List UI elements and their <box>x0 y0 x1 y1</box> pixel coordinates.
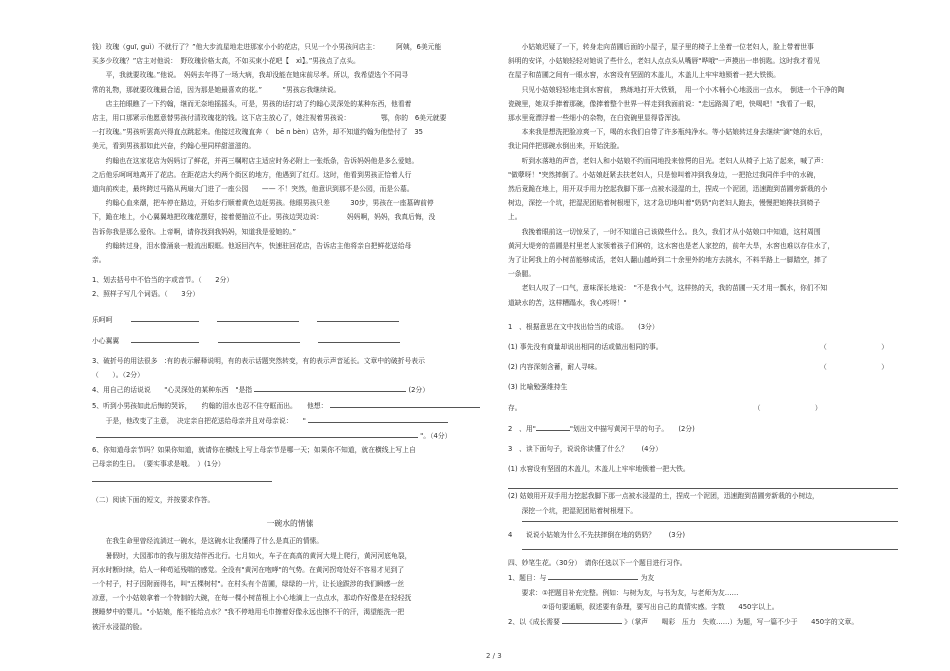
question-2-row-1: 乐呵呵 <box>92 312 488 327</box>
essay-topic-1: 1、题目：与 为友 <box>508 570 898 585</box>
underline-sample <box>536 421 570 431</box>
reading-passage-2 <box>92 534 488 633</box>
left-column <box>92 40 488 634</box>
passage-1-line: 店主，用口那紧示他愿意替男孩付清玫瑰花的钱。这下店主放心了，她注视着男孩说： 鄂，你的 6美元就要 <box>92 114 447 123</box>
passage-2-cont-line: 道缺水的苦，这样糟蹋水，我心疼呀！" <box>508 298 627 307</box>
answer-blank[interactable] <box>308 413 448 423</box>
passage-2-cont-line: 小姑娘迟疑了一下，转身走向苗圃后面的小屋子，屋子里的椅子上坐着一位老妇人，脸上带着世事 <box>508 43 814 51</box>
passage-2-cont-line: 我让同伴把那碗水倒出来，开始洗脸。 <box>508 142 624 151</box>
item-text: (2) 内容深刻含蓄，耐人寻味。 <box>508 363 602 372</box>
section-4-heading: 四、妙笔生花。（30分） 请你任选以下一个题目进行习作。 <box>508 559 687 568</box>
answer-blank[interactable] <box>548 570 638 580</box>
passage-2-line: 暑假时，大园那市的我与朋友结伴西北行。七月如火，车子在高高的黄河大堤上爬行，黄河河底龟裂， <box>92 551 412 560</box>
passage-1-line: 告诉你我是那么爱你。上帝啊，请你找到我妈妈，知道我是爱她的。” <box>92 227 297 236</box>
passage-1-line: 之后他乐呵呵地离开了花店。在距花店大约两个街区的地方，他遇到了红灯。这时，他看到男孩正恰着人行 <box>92 170 412 179</box>
passage-2-cont-line: 听到水落地的声音，老妇人和小姑娘不约而同地投来惊愕的目光。老妇人从椅子上站了起来，喊了声： <box>508 156 828 165</box>
passage-2-line: 一个村子，村子因附面得名，叫"五棵树村"。在村头有个苗圃，绿绿的一片，让长途跋涉的我们瞬感一丝 <box>92 579 405 588</box>
question-4: 4、用自己的话说说 "心灵深处的某种东西 "是指 (2分） <box>92 382 488 397</box>
passage-2-cont-line: "做孽呀！"突然摔倒了。小姑娘赶紧去扶老妇人，只是惊叫着冲到我身边，一把抢过我同伴手中的水碗， <box>508 170 821 179</box>
passage-2-cont-line: 那水里竟漂浮着一些细小的杂物，在白瓷碗里显得昏浑浊。 <box>508 114 685 123</box>
passage-2-line: 在我生命里曾经流淌过一碗水，是这碗水让我懂得了什么是真正的情愫。 <box>92 537 324 546</box>
answer-blank[interactable] <box>318 333 400 343</box>
answer-blank[interactable] <box>562 614 622 624</box>
question-3-cont: （ ）。（2分） <box>92 371 144 380</box>
passage-2-cont-line: 在屋子和苗圃之间有一眼水窖，水窖设有坚固的木盖儿，木盖儿上牢牢地锁着一把大铁锁。 <box>508 71 780 80</box>
question-2: 2、照样子写几个词语。（ 3分） <box>92 290 200 299</box>
passage-1-line: 平，我就要玫瑰。”他说。 妈妈去年得了一场大病，我却没能在她床前尽孝。所以，我希望选个不同寻 <box>92 71 409 80</box>
question-5-end: "。（4分） <box>92 428 488 443</box>
r-question-2: 2 、用" "划出文中描写黄河干旱的句子。 (2分) <box>508 421 898 436</box>
answer-paren[interactable]: （ ） <box>820 343 888 352</box>
answer-blank[interactable] <box>218 333 300 343</box>
passage-2-cont-line: 一条腿。 <box>508 270 536 279</box>
passage-1-line: 一打玫瑰。”男孩听罢高兴得直点跳起来。他接过玫瑰直奔（ bē n bèn）店外，却不知道约翰为他垫付了 35 <box>92 128 423 137</box>
passage-2-cont-line: 只见小姑娘轻轻地走到水窖前， 熟练地打开大铁锁， 用一个小木桶小心地汲出一点水， 倒进一个干净的陶 <box>508 85 845 94</box>
passage-2-cont-line: 为了让阿我上的小树苗能够成活，老妇人翻山越岭到二十余里外的地方去挑水，不料半路上一脚踏空，摔了 <box>508 256 828 265</box>
answer-line[interactable] <box>508 477 898 489</box>
question-1: 1、划去括号中不恰当的字或音节。（ 2分） <box>92 276 234 285</box>
answer-blank[interactable] <box>131 333 199 343</box>
passage-1-line: 亲。 <box>92 256 106 265</box>
passage-2-cont-line: 然后竟跪在地上，用开双手用力挖起我脚下那一点被水浸湿的土，捏成一个泥团，迅速跑到苗圃旁新栽的小 <box>508 185 828 194</box>
answer-blank[interactable] <box>317 312 399 322</box>
item-text: (3) 比喻勉强维持生 <box>508 383 568 392</box>
passage-2-line: 凉意，一个小姑娘拿着一个特制的大碗，在每一棵小树苗根上小心地滴上一点点水，那动作好像是在轻轻抚 <box>92 594 412 603</box>
r-question-3-sentence-2-cont: 深挖一个坑，把湿泥团贴着树根埋下。 <box>508 506 638 515</box>
question-5-cont: 于是，他改变了主意， 决定亲自把花送给母亲并且对母亲说： " <box>92 413 488 428</box>
r-question-1-item <box>508 360 898 374</box>
passage-2-cont-line: 树边，深挖一个坑，把湿泥团贴着树根埋下，这才急切地叫着"奶奶"向老妇人跑去，慢慢把她搀扶到椅子 <box>508 199 821 208</box>
answer-blank[interactable] <box>96 428 418 438</box>
r-question-1-item-3-cont: 存。 （ ） <box>508 403 822 412</box>
answer-blank[interactable] <box>131 312 199 322</box>
question-6-cont: 己母亲的生日。 （要实事求是哦。 ）(1分） <box>92 460 225 469</box>
passage-1-line: 约翰也在这家花店为妈妈订了鲜花，并再三嘱咐店主适应时务必附上一张纸条，告诉妈妈他是多么爱她。 <box>92 156 419 165</box>
passage-2-cont-line: 老妇人叹了一口气，意味深长地说： "不是我小气，这样热的天，我的苗圃一天才用一瓢水，你们不知 <box>508 284 828 293</box>
passage-2-line: 河水时断时续，给人一种苟延残喘的感觉。全没有"黄河在咆哮"的气势。在黄河拐弯处好不容易才见到了 <box>92 565 405 574</box>
passage-2-line: 摸睡梦中的婴儿。"小姑娘，能不能给点水？"我不停地用毛巾擦着好像永远也擦不干的汗，渴望能洗一把 <box>92 608 405 617</box>
passage-2-cont-line: 瓷碗里，她双手捧着那碗，像捧着整个世界一样走到我面前说："走远路渴了吧，快喝吧！"我看了一眼， <box>508 99 821 108</box>
passage-1-line: 约翰心血来潮，把车停在路边，开始步行顺着黄色边赶男孩。他眼男孩只差 30步，男孩在一座墓碑前停 <box>92 199 434 208</box>
r-question-1-item <box>508 380 898 394</box>
reading-passage-2-continued <box>508 40 898 310</box>
right-column <box>508 40 898 629</box>
passage-2-cont-line: 本来我是想洗把脸凉爽一下，喝的水我们自带了许多瓶纯净水。等小姑娘转过身去继续"滴"她的水后， <box>508 128 827 137</box>
essay-requirement-1: 要求：①把题目补充完整。例如：与树为友，与书为友，与老师为友…… <box>508 588 739 597</box>
passage-2-cont-line: 我挽着眼前这一切惊呆了，一时不知道自己该做些什么。良久，我们才从小姑娘口中知道，这村周围 <box>508 227 821 236</box>
page-number: 2 / 3 <box>486 652 502 660</box>
answer-paren[interactable]: （ ） <box>820 363 888 372</box>
answer-blank[interactable] <box>217 312 299 322</box>
passage-1-line: 店主拍眼瞧了一下约翰，继而无奈地摇摇头，可是，男孩的话打动了约翰心灵深处的某种东西，他看着 <box>92 99 412 108</box>
question-6: 6、你知道母亲节吗？如果你知道，就请你在横线上写上母亲节是哪一天；如果你不知道，就在横线上写上自 <box>92 446 416 455</box>
passage-1-line: 下，跪在地上，小心翼翼地把玫瑰花摆好，接着便抽泣不止。男孩边哭边说： 妈妈啊，妈妈，我真后悔，没 <box>92 213 436 222</box>
r-question-3-sentence-2: (2) 姑娘用开双手用力挖起我脚下那一点被水浸湿的土，捏成一个泥团，迅速跑到苗圃旁新栽的小树边， <box>508 492 819 501</box>
question-5: 5、听到小男孩如此后悔的哭诉， 约翰的泪水也忍不住夺眶而出。 他想： <box>92 398 488 413</box>
r-question-1-items <box>508 340 898 401</box>
passage-1-line: 约翰转过身，泪水像涌泉一般流出眼眶。他返回汽车，快速驻回花店，告诉店主他将亲自把鲜花送给母 <box>92 241 412 250</box>
passage-1-line: 买多少玫瑰？”店主对他说： 野玫瑰价格太高，不如买束小花吧【 xì】。”男孩点了点头。 <box>92 57 360 66</box>
question-2-row-2: 小心翼翼 <box>92 333 488 348</box>
passage-1-line: 美元，看到男孩那如此兴奋，约翰心里同样甜滋滋的。 <box>92 142 256 151</box>
passage-2-cont-line: 斜明的安详，小姑娘轻轻对她说了些什么，老妇人点点头从嘴唇"哗哦"一声摸出一串钥匙。这时我才看见 <box>508 57 821 66</box>
answer-blank[interactable] <box>92 472 272 482</box>
reading-passage-1 <box>92 40 488 267</box>
article-title: 一碗水的情愫 <box>266 519 314 529</box>
passage-1-line: 钱）玫瑰（guī, guì）不就行了？”他大步流星地走进那家小小的花店，只见一个小男孩问店主： 阿姨，6美元能 <box>92 43 442 51</box>
passage-1-line: 道向前疾走，最终跨过马路从两扇大门进了一座公园 —— 不！突然，他意识到那不是公园，而是公墓。 <box>92 185 414 194</box>
answer-blank[interactable] <box>254 382 406 392</box>
r-question-3-sentence-1: (1) 水窖设有坚固的木盖儿，木盖儿上牢牢地锁着一把大铁。 <box>508 465 690 474</box>
passage-2-line: 被汗水浸湿的脸。 <box>92 622 147 631</box>
r-question-3: 3 、读下面句子，说说你读懂了什么？ (4分） <box>508 445 663 454</box>
answer-blank[interactable] <box>330 398 480 408</box>
item-text: (1) 事先没有商量却说出相同的话或做出相同的事。 <box>508 343 663 352</box>
passage-2-cont-line: 黄河大堤旁的苗圃是村里老人家领着孩子们种的，这水窖也是老人家挖的，前年大旱，水窖也难以存住水了， <box>508 241 835 250</box>
essay-topic-2: 2、以《成长需要 》（掌声 喝彩 压力 失败……）为题，写一篇不少于 450字的文章。 <box>508 614 898 629</box>
section-2-heading: （二）阅读下面的短文，并按要求作答。 <box>92 495 215 504</box>
passage-1-line: 常的礼物，那就要玫瑰最合适，因为那是她最喜欢的花。” ”男孩忘我继续说。 <box>92 85 341 94</box>
r-question-1: 1 、根据意思在文中找出恰当的成语。 (3分） <box>508 322 659 331</box>
question-3: 3、破折号的用法很多 :有的表示解释说明，有的表示话题突然转变，有的表示声音延长。文章中的破折号表示 <box>92 357 425 366</box>
r-question-4: 4 说说小姑娘为什么不先扶摔倒在地的奶奶？ (3分) <box>508 530 686 539</box>
passage-2-cont-line: 上。 <box>508 213 522 222</box>
essay-requirement-2: ②语句要通顺，叙述要有条理，要写出自己的真情实感。字数 450字以上。 <box>508 602 779 611</box>
r-question-1-item <box>508 340 898 354</box>
